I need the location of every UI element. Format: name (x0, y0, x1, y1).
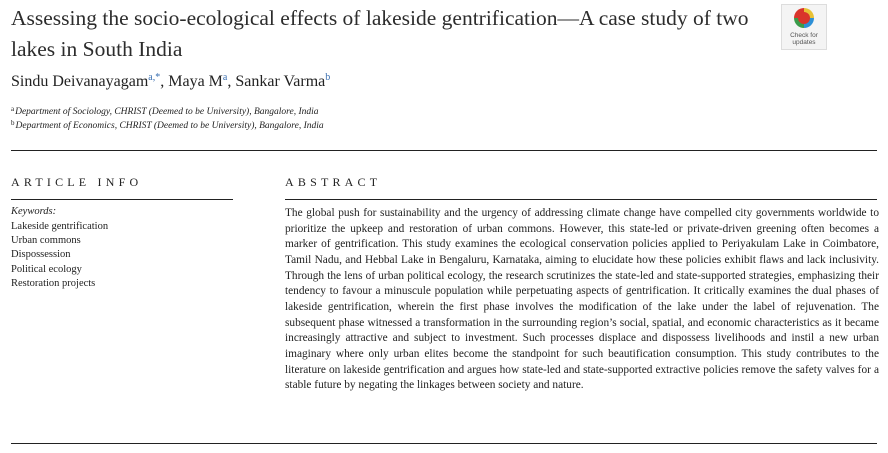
crossmark-icon (794, 8, 814, 28)
author-name[interactable]: Sindu Deivanayagam (11, 73, 149, 90)
article-info-divider (11, 199, 233, 200)
keyword-item: Urban commons (11, 235, 81, 247)
abstract-divider (285, 199, 877, 200)
author-affiliation-marker[interactable]: b (325, 72, 331, 83)
affiliation: $^b$Department of Economics, CHRIST (Deemed to be University), Bangalore, India (11, 119, 324, 131)
badge-line-2: updates (792, 39, 816, 46)
header-divider (11, 150, 877, 151)
keywords-label: Keywords: (11, 206, 57, 217)
author-affiliation-marker[interactable]: a,* (148, 72, 161, 83)
keyword-item: Restoration projects (11, 277, 96, 289)
keyword-item: Political ecology (11, 263, 82, 275)
keyword-item: Dispossession (11, 249, 71, 261)
abstract-text: The global push for sustainability and the urgency of addressing climate change have compelled city governments worldwide to prioritize the upkeep and restoration of urban commons. However, this state-led or private-driven greening often becomes a marker of gentrification. This study examines the ecological conservation policies applied to Periyakulam Lake in Coimbatore, Tamil Nadu, and Hebbal Lake in Bengaluru, Karnataka, aiming to elucidate how these policies exhibit flaws and lack inclusivity. Through the lens of urban political ecology, the research scrutinizes the state-led and state-supported strategies, emphasizing their tendency to favour a minuscule population while perpetuating aspects of gentrification. It critically examines the dual phases of lakeside gentrification, wherein the first phase involves the modification of the lake under the label of rejuvenation. The subsequent phase witnessed a transformation in the surrounding region’s social, spatial, and economic characteristics as it became increasingly attractive and subject to investment. Such processes displace and dispossess livelihoods and instil a new urban imaginary where only urban elites become the standpoint for such beautification consumption. This study contributes to the literature on lakeside gentrification and argues how state-led and state-supported extractive policies remove the safety valves for a stable future by negating the linkages between society and nature. (285, 207, 879, 392)
check-for-updates-badge[interactable] (781, 4, 827, 50)
author-name[interactable]: Sankar Varma (235, 73, 326, 90)
affiliation: $^a$Department of Sociology, CHRIST (Deemed to be University), Bangalore, India (11, 105, 319, 117)
author-affiliation-marker[interactable]: a (222, 72, 228, 83)
footer-divider (11, 443, 877, 444)
keyword-list (11, 220, 108, 291)
keyword-item: Lakeside gentrification (11, 221, 109, 232)
badge-line-1: Check for (790, 32, 818, 39)
author-list: Sindu Deivanayagam$^{a,*}$, Maya $M^a$, Sankar Varma$^b$ (11, 72, 331, 90)
author-name[interactable]: Maya M (168, 73, 223, 90)
article-title: Assessing the socio-ecological effects of lakeside gentrification—A case study of two lakes in South India (11, 6, 749, 61)
abstract-heading: ABSTRACT (285, 175, 382, 189)
article-info-heading: ARTICLE INFO (11, 175, 143, 189)
